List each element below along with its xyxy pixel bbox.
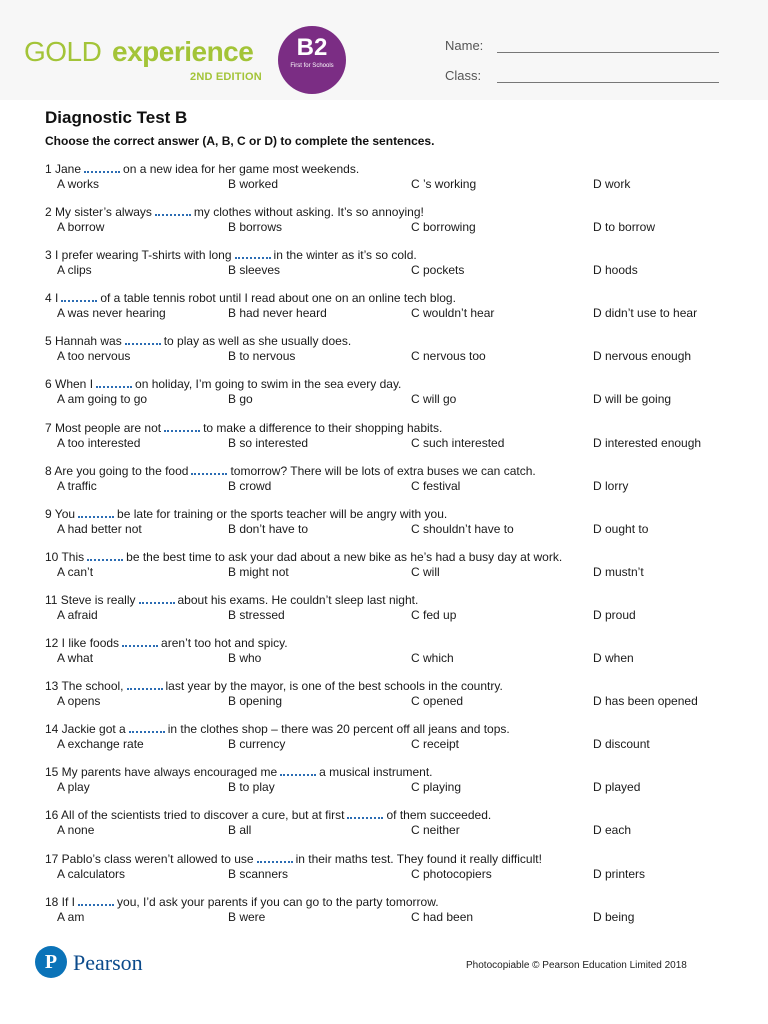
badge-subtitle: First for Schools [290, 63, 334, 69]
question-stem [45, 895, 439, 910]
option-b[interactable]: B had never heard [228, 306, 327, 321]
option-d[interactable]: D has been opened [593, 694, 698, 709]
question-stem [45, 162, 359, 177]
option-a[interactable]: A had better not [57, 521, 142, 536]
option-c[interactable]: C opened [411, 694, 464, 709]
instruction-text: Choose the correct answer (A, B, C or D) to complete the sentences. [45, 134, 435, 148]
question-item [0, 248, 768, 291]
question-item [0, 464, 768, 507]
answer-blank[interactable] [129, 723, 165, 733]
option-a[interactable]: A was never hearing [57, 306, 166, 321]
question-text-after: aren’t too hot and spicy. [161, 636, 288, 651]
option-d[interactable]: D played [593, 780, 641, 795]
question-text-before: 15 My parents have always encouraged me [45, 765, 278, 780]
option-a[interactable]: A none [57, 823, 95, 838]
option-c[interactable]: C borrowing [411, 220, 476, 235]
answer-blank[interactable] [139, 594, 175, 604]
option-d[interactable]: D when [593, 651, 634, 666]
question-text-after: tomorrow? There will be lots of extra buses we can catch. [230, 463, 536, 478]
question-list [0, 162, 768, 938]
question-text-after: a musical instrument. [319, 765, 433, 780]
question-stem [45, 808, 491, 823]
option-c[interactable]: C will [411, 564, 440, 579]
question-item [0, 291, 768, 334]
question-text-before: 4 I [45, 291, 59, 306]
question-text-before: 17 Pablo’s class weren’t allowed to use [45, 851, 254, 866]
question-item [0, 895, 768, 938]
question-text-before: 14 Jackie got a [45, 722, 126, 737]
question-item [0, 421, 768, 464]
option-c[interactable]: C ’s working [411, 177, 477, 191]
option-b[interactable]: B don’t have to [228, 521, 309, 536]
option-c[interactable]: C which [411, 651, 454, 666]
option-b[interactable]: B scanners [228, 866, 289, 881]
option-c[interactable]: C shouldn’t have to [411, 521, 514, 536]
question-stem [45, 377, 401, 392]
question-item [0, 852, 768, 895]
question-text-before: 18 If I [45, 894, 76, 909]
option-b[interactable]: B crowd [228, 478, 272, 493]
option-a[interactable]: A works [57, 177, 100, 191]
question-item [0, 636, 768, 679]
answer-blank[interactable] [96, 378, 132, 388]
question-stem [45, 205, 424, 220]
option-d[interactable]: D work [593, 177, 631, 191]
option-a[interactable]: A traffic [57, 478, 97, 493]
answer-blank[interactable] [191, 465, 227, 475]
question-item [0, 808, 768, 851]
answer-blank[interactable] [257, 853, 293, 863]
option-b[interactable]: B sleeves [228, 263, 281, 278]
question-text-before: 8 Are you going to the food [45, 463, 189, 478]
question-item [0, 205, 768, 248]
option-a[interactable]: A can’t [57, 564, 94, 579]
question-text-after: you, I’d ask your parents if you can go to the party tomorrow. [117, 894, 439, 909]
question-stem [45, 248, 417, 263]
question-item [0, 550, 768, 593]
question-text-after: in the clothes shop – there was 20 percent off all jeans and tops. [167, 722, 510, 737]
question-text-before: 5 Hannah was [45, 334, 122, 349]
option-b[interactable]: B go [228, 392, 253, 407]
question-stem [45, 852, 542, 867]
option-a[interactable]: A am going to go [57, 392, 148, 407]
question-stem [45, 722, 510, 737]
option-d[interactable]: D hoods [593, 263, 638, 278]
question-stem [45, 550, 562, 565]
page-title: Diagnostic Test B [45, 108, 188, 127]
logo-edition: 2ND EDITION [190, 71, 262, 83]
question-item [0, 507, 768, 550]
option-c[interactable]: C wouldn’t hear [411, 306, 495, 321]
option-a[interactable]: A afraid [57, 607, 98, 622]
question-text-after: of a table tennis robot until I read about one on an online tech blog. [100, 291, 456, 306]
question-item [0, 162, 768, 205]
logo-gold: GOLD [24, 36, 102, 67]
option-a[interactable]: A clips [57, 263, 92, 278]
option-b[interactable]: B opening [228, 694, 283, 709]
question-stem [45, 507, 447, 522]
question-stem [45, 679, 503, 694]
option-a[interactable]: A am [57, 909, 85, 924]
question-text-after: about his exams. He couldn’t sleep last night. [177, 592, 419, 607]
question-text-after: in the winter as it’s so cold. [273, 248, 417, 263]
question-text-before: 16 All of the scientists tried to discover a cure, but at first [45, 808, 345, 823]
option-a[interactable]: A opens [57, 694, 101, 709]
option-b[interactable]: B currency [228, 737, 286, 752]
question-text-after: be the best time to ask your dad about a new bike as he’s had a busy day at work. [126, 549, 563, 564]
question-text-before: 12 I like foods [45, 636, 120, 651]
option-a[interactable]: A calculators [57, 866, 126, 881]
option-b[interactable]: B all [228, 823, 252, 838]
option-c[interactable]: C receipt [411, 737, 460, 752]
option-d[interactable]: D printers [593, 866, 646, 881]
option-c[interactable]: C festival [411, 478, 461, 493]
answer-blank[interactable] [235, 249, 271, 259]
option-d[interactable]: D being [593, 909, 635, 924]
question-stem [45, 636, 288, 651]
question-stem [45, 421, 442, 436]
answer-blank[interactable] [78, 896, 114, 906]
option-b[interactable]: B were [228, 909, 266, 924]
class-line[interactable] [497, 82, 719, 83]
option-b[interactable]: B so interested [228, 435, 309, 450]
question-text-after: to make a difference to their shopping habits. [203, 420, 443, 435]
question-stem [45, 464, 536, 479]
question-text-before: 3 I prefer wearing T-shirts with long [45, 248, 232, 263]
option-a[interactable]: A too interested [57, 435, 141, 450]
option-b[interactable]: B might not [228, 564, 289, 579]
question-text-before: 9 You [45, 506, 76, 521]
question-text-before: 11 Steve is really [45, 592, 136, 607]
level-badge [278, 26, 346, 94]
pearson-p-icon: P [35, 946, 67, 978]
question-text-after: in their maths test. They found it really difficult! [295, 851, 542, 866]
copyright-note: Photocopiable © Pearson Education Limited 2018 [466, 960, 687, 971]
option-b[interactable]: B to play [228, 780, 275, 795]
question-stem [45, 334, 351, 349]
answer-blank[interactable] [155, 206, 191, 216]
question-text-after: my clothes without asking. It’s so annoying! [193, 205, 424, 220]
option-a[interactable]: A play [57, 780, 90, 795]
question-stem [45, 593, 418, 608]
question-text-after: of them succeeded. [386, 808, 492, 823]
page-header [0, 0, 768, 100]
question-text-after: last year by the mayor, is one of the best schools in the country. [165, 679, 503, 694]
option-b[interactable]: B to nervous [228, 349, 296, 364]
question-text-before: 7 Most people are not [45, 420, 162, 435]
name-field[interactable] [445, 38, 483, 53]
option-d[interactable]: D didn’t use to hear [593, 306, 698, 321]
question-text-after: on holiday, I’m going to swim in the sea every day. [135, 377, 402, 392]
question-item [0, 377, 768, 420]
question-item [0, 679, 768, 722]
option-c[interactable]: C will go [411, 392, 457, 407]
option-c[interactable]: C such interested [411, 435, 505, 450]
option-a[interactable]: A borrow [57, 220, 105, 235]
option-c[interactable]: C pockets [411, 263, 465, 278]
answer-blank[interactable] [347, 809, 383, 819]
name-label: Name: [445, 38, 484, 53]
option-b[interactable]: B who [228, 651, 262, 666]
answer-blank[interactable] [87, 551, 123, 561]
answer-blank[interactable] [61, 292, 97, 302]
option-a[interactable]: A what [57, 651, 94, 666]
question-item [0, 334, 768, 377]
question-item [0, 593, 768, 636]
option-d[interactable]: D mustn’t [593, 564, 644, 579]
answer-blank[interactable] [78, 508, 114, 518]
option-d[interactable]: D ought to [593, 521, 649, 536]
pearson-wordmark: Pearson [73, 950, 143, 975]
option-d[interactable]: D lorry [593, 478, 629, 493]
question-stem [45, 765, 433, 780]
question-text-before: 13 The school, [45, 679, 124, 694]
option-d[interactable]: D nervous enough [593, 349, 692, 364]
badge-level: B2 [296, 34, 328, 61]
option-b[interactable]: B worked [228, 177, 279, 191]
option-d[interactable]: D discount [593, 737, 650, 752]
question-text-before: 10 This [45, 549, 85, 564]
option-d[interactable]: D will be going [593, 392, 672, 407]
answer-blank[interactable] [280, 766, 316, 776]
option-c[interactable]: C neither [411, 823, 460, 838]
option-a[interactable]: A too nervous [57, 349, 131, 364]
answer-blank[interactable] [127, 680, 163, 690]
option-c[interactable]: C had been [411, 909, 474, 924]
answer-blank[interactable] [164, 422, 200, 432]
answer-blank[interactable] [125, 335, 161, 345]
answer-blank[interactable] [84, 163, 120, 173]
logo-experience: experience [112, 36, 254, 67]
answer-blank[interactable] [122, 637, 158, 647]
name-line[interactable] [497, 52, 719, 53]
option-c[interactable]: C fed up [411, 607, 457, 622]
question-text-after: on a new idea for her game most weekends. [123, 162, 360, 176]
class-label: Class: [445, 68, 482, 83]
option-b[interactable]: B borrows [228, 220, 283, 235]
class-field[interactable] [445, 68, 481, 83]
option-b[interactable]: B stressed [228, 607, 285, 622]
question-item [0, 722, 768, 765]
question-text-before: 1 Jane [45, 162, 82, 176]
question-stem [45, 291, 456, 306]
question-text-before: 2 My sister’s always [45, 205, 152, 220]
option-d[interactable]: D proud [593, 607, 636, 622]
option-a[interactable]: A exchange rate [57, 737, 144, 752]
question-text-before: 6 When I [45, 377, 94, 392]
question-text-after: be late for training or the sports teacher will be angry with you. [117, 506, 448, 521]
question-item [0, 765, 768, 808]
option-d[interactable]: D interested enough [593, 435, 702, 450]
option-c[interactable]: C playing [411, 780, 462, 795]
option-c[interactable]: C nervous too [411, 349, 486, 364]
option-c[interactable]: C photocopiers [411, 866, 492, 881]
question-text-after: to play as well as she usually does. [163, 334, 352, 349]
option-d[interactable]: D to borrow [593, 220, 656, 235]
option-d[interactable]: D each [593, 823, 632, 838]
